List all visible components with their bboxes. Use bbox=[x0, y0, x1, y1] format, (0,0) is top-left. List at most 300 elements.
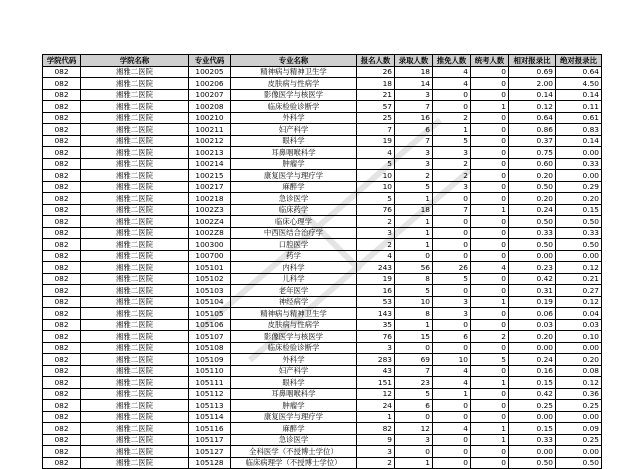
major-code-cell: 100205 bbox=[189, 66, 231, 78]
major-name-cell: 临床检验诊断学 bbox=[231, 342, 357, 354]
relative-ratio-cell: 0.20 bbox=[509, 331, 556, 343]
recommended-cell: 4 bbox=[433, 78, 471, 90]
major-code-cell: 1002Z8 bbox=[189, 227, 231, 239]
college-code-cell: 082 bbox=[43, 250, 81, 262]
major-name-cell: 内科学 bbox=[231, 262, 357, 274]
exam-admitted-cell: 0 bbox=[471, 250, 509, 262]
college-name-cell: 湘雅二医院 bbox=[81, 158, 189, 170]
applicants-cell: 1 bbox=[357, 411, 395, 423]
recommended-cell: 0 bbox=[433, 227, 471, 239]
major-name-cell: 眼科学 bbox=[231, 135, 357, 147]
major-code-cell: 105109 bbox=[189, 354, 231, 366]
relative-ratio-cell: 0.15 bbox=[509, 423, 556, 435]
absolute-ratio-cell: 0.50 bbox=[556, 216, 602, 228]
applicants-cell: 57 bbox=[357, 101, 395, 113]
college-code-cell: 082 bbox=[43, 331, 81, 343]
college-code-cell: 082 bbox=[43, 308, 81, 320]
exam-admitted-cell: 0 bbox=[471, 411, 509, 423]
admitted-cell: 1 bbox=[395, 457, 433, 469]
absolute-ratio-cell: 0.25 bbox=[556, 434, 602, 446]
major-name-cell: 临床病理学（不授博士学位） bbox=[231, 457, 357, 469]
major-name-cell: 全科医学（不授博士学位） bbox=[231, 446, 357, 458]
table-row bbox=[43, 285, 602, 297]
table-row bbox=[43, 273, 602, 285]
admitted-cell: 18 bbox=[395, 204, 433, 216]
relative-ratio-cell: 0.86 bbox=[509, 124, 556, 136]
major-name-cell: 影像医学与核医学 bbox=[231, 331, 357, 343]
exam-admitted-cell: 1 bbox=[471, 434, 509, 446]
major-name-cell: 临床心理学 bbox=[231, 216, 357, 228]
table-row bbox=[43, 66, 602, 78]
admitted-cell: 0 bbox=[395, 250, 433, 262]
college-code-cell: 082 bbox=[43, 365, 81, 377]
exam-admitted-cell: 0 bbox=[471, 66, 509, 78]
college-name-cell: 湘雅二医院 bbox=[81, 239, 189, 251]
applicants-cell: 7 bbox=[357, 124, 395, 136]
header-row bbox=[43, 55, 602, 67]
major-name-cell: 肿瘤学 bbox=[231, 400, 357, 412]
major-code-cell: 100207 bbox=[189, 89, 231, 101]
college-name-cell: 湘雅二医院 bbox=[81, 319, 189, 331]
table-row bbox=[43, 331, 602, 343]
recommended-cell: 3 bbox=[433, 147, 471, 159]
absolute-ratio-cell: 0.50 bbox=[556, 239, 602, 251]
college-code-cell: 082 bbox=[43, 170, 81, 182]
exam-admitted-cell: 0 bbox=[471, 216, 509, 228]
college-name-cell: 湘雅二医院 bbox=[81, 101, 189, 113]
major-name-cell: 临床检验诊断学 bbox=[231, 101, 357, 113]
college-name-cell: 湘雅二医院 bbox=[81, 308, 189, 320]
college-name-cell: 湘雅二医院 bbox=[81, 89, 189, 101]
exam-admitted-cell: 1 bbox=[471, 204, 509, 216]
admitted-cell: 0 bbox=[395, 411, 433, 423]
applicants-cell: 18 bbox=[357, 78, 395, 90]
exam-admitted-cell: 0 bbox=[471, 170, 509, 182]
exam-admitted-cell: 0 bbox=[471, 147, 509, 159]
college-name-cell: 湘雅二医院 bbox=[81, 423, 189, 435]
college-code-cell: 082 bbox=[43, 423, 81, 435]
applicants-cell: 26 bbox=[357, 66, 395, 78]
applicants-cell: 16 bbox=[357, 285, 395, 297]
absolute-ratio-cell: 0.64 bbox=[556, 66, 602, 78]
college-name-cell: 湘雅二医院 bbox=[81, 296, 189, 308]
exam-admitted-cell: 0 bbox=[471, 342, 509, 354]
absolute-ratio-cell: 0.36 bbox=[556, 388, 602, 400]
major-code-cell: 100215 bbox=[189, 170, 231, 182]
college-code-cell: 082 bbox=[43, 181, 81, 193]
recommended-cell: 0 bbox=[433, 411, 471, 423]
college-code-cell: 082 bbox=[43, 342, 81, 354]
college-code-cell: 082 bbox=[43, 285, 81, 297]
applicants-cell: 2 bbox=[357, 457, 395, 469]
absolute-ratio-cell: 0.21 bbox=[556, 273, 602, 285]
absolute-ratio-cell: 0.25 bbox=[556, 400, 602, 412]
exam-admitted-cell: 1 bbox=[471, 377, 509, 389]
college-name-cell: 湘雅二医院 bbox=[81, 388, 189, 400]
absolute-ratio-cell: 0.14 bbox=[556, 89, 602, 101]
major-name-cell: 肿瘤学 bbox=[231, 158, 357, 170]
admitted-cell: 3 bbox=[395, 434, 433, 446]
college-code-cell: 082 bbox=[43, 66, 81, 78]
table-row bbox=[43, 446, 602, 458]
major-code-cell: 100208 bbox=[189, 101, 231, 113]
applicants-cell: 3 bbox=[357, 446, 395, 458]
exam-admitted-cell: 0 bbox=[471, 181, 509, 193]
admission-table bbox=[42, 54, 602, 469]
table-row bbox=[43, 112, 602, 124]
relative-ratio-cell: 0.50 bbox=[509, 239, 556, 251]
col-header-college-name: 学院名称 bbox=[81, 55, 189, 67]
major-code-cell: 105103 bbox=[189, 285, 231, 297]
major-code-cell: 100217 bbox=[189, 181, 231, 193]
relative-ratio-cell: 0.14 bbox=[509, 89, 556, 101]
admitted-cell: 1 bbox=[395, 216, 433, 228]
relative-ratio-cell: 0.12 bbox=[509, 101, 556, 113]
applicants-cell: 12 bbox=[357, 388, 395, 400]
col-header-admitted: 录取人数 bbox=[395, 55, 433, 67]
major-name-cell: 急诊医学 bbox=[231, 193, 357, 205]
relative-ratio-cell: 0.00 bbox=[509, 446, 556, 458]
absolute-ratio-cell: 0.27 bbox=[556, 285, 602, 297]
admitted-cell: 7 bbox=[395, 365, 433, 377]
relative-ratio-cell: 0.15 bbox=[509, 377, 556, 389]
applicants-cell: 82 bbox=[357, 423, 395, 435]
table-row bbox=[43, 158, 602, 170]
college-code-cell: 082 bbox=[43, 400, 81, 412]
major-name-cell: 精神病与精神卫生学 bbox=[231, 66, 357, 78]
college-name-cell: 湘雅二医院 bbox=[81, 411, 189, 423]
recommended-cell: 4 bbox=[433, 365, 471, 377]
applicants-cell: 21 bbox=[357, 89, 395, 101]
major-code-cell: 105105 bbox=[189, 308, 231, 320]
table-row bbox=[43, 135, 602, 147]
recommended-cell: 2 bbox=[433, 112, 471, 124]
applicants-cell: 76 bbox=[357, 331, 395, 343]
exam-admitted-cell: 0 bbox=[471, 400, 509, 412]
major-code-cell: 100210 bbox=[189, 112, 231, 124]
applicants-cell: 53 bbox=[357, 296, 395, 308]
admitted-cell: 15 bbox=[395, 331, 433, 343]
college-name-cell: 湘雅二医院 bbox=[81, 227, 189, 239]
absolute-ratio-cell: 0.33 bbox=[556, 227, 602, 239]
college-name-cell: 湘雅二医院 bbox=[81, 147, 189, 159]
table-row bbox=[43, 400, 602, 412]
exam-admitted-cell: 0 bbox=[471, 285, 509, 297]
college-name-cell: 湘雅二医院 bbox=[81, 262, 189, 274]
recommended-cell: 3 bbox=[433, 181, 471, 193]
col-header-applicants: 报名人数 bbox=[357, 55, 395, 67]
college-code-cell: 082 bbox=[43, 89, 81, 101]
college-name-cell: 湘雅二医院 bbox=[81, 331, 189, 343]
recommended-cell: 0 bbox=[433, 285, 471, 297]
major-code-cell: 100213 bbox=[189, 147, 231, 159]
applicants-cell: 4 bbox=[357, 250, 395, 262]
applicants-cell: 19 bbox=[357, 273, 395, 285]
recommended-cell: 4 bbox=[433, 66, 471, 78]
applicants-cell: 3 bbox=[357, 227, 395, 239]
relative-ratio-cell: 0.19 bbox=[509, 296, 556, 308]
exam-admitted-cell: 0 bbox=[471, 89, 509, 101]
college-name-cell: 湘雅二医院 bbox=[81, 377, 189, 389]
recommended-cell: 7 bbox=[433, 204, 471, 216]
relative-ratio-cell: 0.24 bbox=[509, 204, 556, 216]
major-code-cell: 105108 bbox=[189, 342, 231, 354]
absolute-ratio-cell: 0.20 bbox=[556, 354, 602, 366]
exam-admitted-cell: 1 bbox=[471, 296, 509, 308]
recommended-cell: 1 bbox=[433, 124, 471, 136]
applicants-cell: 3 bbox=[357, 342, 395, 354]
absolute-ratio-cell: 0.10 bbox=[556, 331, 602, 343]
major-code-cell: 105102 bbox=[189, 273, 231, 285]
college-name-cell: 湘雅二医院 bbox=[81, 193, 189, 205]
admitted-cell: 6 bbox=[395, 400, 433, 412]
applicants-cell: 2 bbox=[357, 239, 395, 251]
major-name-cell: 麻醉学 bbox=[231, 181, 357, 193]
major-name-cell: 康复医学与理疗学 bbox=[231, 411, 357, 423]
table-row bbox=[43, 216, 602, 228]
table-row bbox=[43, 377, 602, 389]
relative-ratio-cell: 0.16 bbox=[509, 365, 556, 377]
exam-admitted-cell: 0 bbox=[471, 112, 509, 124]
major-name-cell: 妇产科学 bbox=[231, 124, 357, 136]
exam-admitted-cell: 0 bbox=[471, 446, 509, 458]
major-name-cell: 外科学 bbox=[231, 354, 357, 366]
major-name-cell: 神经病学 bbox=[231, 296, 357, 308]
table-row bbox=[43, 388, 602, 400]
major-name-cell: 皮肤病与性病学 bbox=[231, 78, 357, 90]
table-row bbox=[43, 308, 602, 320]
recommended-cell: 0 bbox=[433, 250, 471, 262]
col-header-absolute-ratio: 绝对报录比 bbox=[556, 55, 602, 67]
college-code-cell: 082 bbox=[43, 78, 81, 90]
absolute-ratio-cell: 0.61 bbox=[556, 112, 602, 124]
relative-ratio-cell: 0.31 bbox=[509, 285, 556, 297]
recommended-cell: 2 bbox=[433, 158, 471, 170]
relative-ratio-cell: 0.03 bbox=[509, 319, 556, 331]
admitted-cell: 8 bbox=[395, 308, 433, 320]
recommended-cell: 0 bbox=[433, 434, 471, 446]
major-code-cell: 1002Z4 bbox=[189, 216, 231, 228]
recommended-cell: 3 bbox=[433, 296, 471, 308]
exam-admitted-cell: 0 bbox=[471, 227, 509, 239]
table-row bbox=[43, 124, 602, 136]
table-row bbox=[43, 181, 602, 193]
major-code-cell: 105111 bbox=[189, 377, 231, 389]
table-row bbox=[43, 227, 602, 239]
major-code-cell: 100214 bbox=[189, 158, 231, 170]
college-name-cell: 湘雅二医院 bbox=[81, 250, 189, 262]
absolute-ratio-cell: 0.08 bbox=[556, 365, 602, 377]
absolute-ratio-cell: 0.00 bbox=[556, 147, 602, 159]
major-name-cell: 中西医结合治疗学 bbox=[231, 227, 357, 239]
admitted-cell: 23 bbox=[395, 377, 433, 389]
major-code-cell: 105107 bbox=[189, 331, 231, 343]
relative-ratio-cell: 0.50 bbox=[509, 216, 556, 228]
college-code-cell: 082 bbox=[43, 354, 81, 366]
absolute-ratio-cell: 0.04 bbox=[556, 308, 602, 320]
college-name-cell: 湘雅二医院 bbox=[81, 181, 189, 193]
admitted-cell: 7 bbox=[395, 101, 433, 113]
table-row bbox=[43, 101, 602, 113]
table-row bbox=[43, 319, 602, 331]
exam-admitted-cell: 0 bbox=[471, 319, 509, 331]
major-code-cell: 105110 bbox=[189, 365, 231, 377]
admitted-cell: 5 bbox=[395, 388, 433, 400]
recommended-cell: 4 bbox=[433, 423, 471, 435]
college-code-cell: 082 bbox=[43, 411, 81, 423]
college-name-cell: 湘雅二医院 bbox=[81, 135, 189, 147]
college-code-cell: 082 bbox=[43, 239, 81, 251]
table-row bbox=[43, 296, 602, 308]
exam-admitted-cell: 0 bbox=[471, 124, 509, 136]
recommended-cell: 2 bbox=[433, 170, 471, 182]
col-header-major-name: 专业名称 bbox=[231, 55, 357, 67]
major-name-cell: 康复医学与理疗学 bbox=[231, 170, 357, 182]
college-name-cell: 湘雅二医院 bbox=[81, 216, 189, 228]
absolute-ratio-cell: 0.00 bbox=[556, 170, 602, 182]
college-name-cell: 湘雅二医院 bbox=[81, 273, 189, 285]
college-name-cell: 湘雅二医院 bbox=[81, 400, 189, 412]
major-code-cell: 100218 bbox=[189, 193, 231, 205]
major-name-cell: 临床药学 bbox=[231, 204, 357, 216]
exam-admitted-cell: 2 bbox=[471, 331, 509, 343]
college-code-cell: 082 bbox=[43, 377, 81, 389]
admitted-cell: 3 bbox=[395, 89, 433, 101]
major-name-cell: 老年医学 bbox=[231, 285, 357, 297]
absolute-ratio-cell: 0.11 bbox=[556, 101, 602, 113]
table-row bbox=[43, 204, 602, 216]
major-code-cell: 100212 bbox=[189, 135, 231, 147]
relative-ratio-cell: 0.60 bbox=[509, 158, 556, 170]
absolute-ratio-cell: 0.12 bbox=[556, 262, 602, 274]
exam-admitted-cell: 0 bbox=[471, 193, 509, 205]
table-row bbox=[43, 262, 602, 274]
college-code-cell: 082 bbox=[43, 273, 81, 285]
major-name-cell: 药学 bbox=[231, 250, 357, 262]
relative-ratio-cell: 0.42 bbox=[509, 388, 556, 400]
major-code-cell: 105117 bbox=[189, 434, 231, 446]
recommended-cell: 0 bbox=[433, 319, 471, 331]
table-row bbox=[43, 457, 602, 469]
college-name-cell: 湘雅二医院 bbox=[81, 204, 189, 216]
college-name-cell: 湘雅二医院 bbox=[81, 354, 189, 366]
exam-admitted-cell: 0 bbox=[471, 365, 509, 377]
absolute-ratio-cell: 0.14 bbox=[556, 135, 602, 147]
applicants-cell: 151 bbox=[357, 377, 395, 389]
absolute-ratio-cell: 0.12 bbox=[556, 296, 602, 308]
major-name-cell: 外科学 bbox=[231, 112, 357, 124]
admitted-cell: 5 bbox=[395, 181, 433, 193]
recommended-cell: 6 bbox=[433, 331, 471, 343]
college-code-cell: 082 bbox=[43, 434, 81, 446]
major-code-cell: 105127 bbox=[189, 446, 231, 458]
admitted-cell: 16 bbox=[395, 112, 433, 124]
recommended-cell: 0 bbox=[433, 342, 471, 354]
relative-ratio-cell: 0.75 bbox=[509, 147, 556, 159]
applicants-cell: 2 bbox=[357, 216, 395, 228]
major-code-cell: 100700 bbox=[189, 250, 231, 262]
admitted-cell: 5 bbox=[395, 285, 433, 297]
relative-ratio-cell: 0.69 bbox=[509, 66, 556, 78]
relative-ratio-cell: 0.20 bbox=[509, 193, 556, 205]
applicants-cell: 143 bbox=[357, 308, 395, 320]
relative-ratio-cell: 0.06 bbox=[509, 308, 556, 320]
table-row bbox=[43, 239, 602, 251]
recommended-cell: 26 bbox=[433, 262, 471, 274]
exam-admitted-cell: 0 bbox=[471, 273, 509, 285]
major-code-cell: 100300 bbox=[189, 239, 231, 251]
college-code-cell: 082 bbox=[43, 446, 81, 458]
absolute-ratio-cell: 0.15 bbox=[556, 204, 602, 216]
college-code-cell: 082 bbox=[43, 147, 81, 159]
exam-admitted-cell: 0 bbox=[471, 239, 509, 251]
applicants-cell: 76 bbox=[357, 204, 395, 216]
applicants-cell: 25 bbox=[357, 112, 395, 124]
major-name-cell: 口腔医学 bbox=[231, 239, 357, 251]
admitted-cell: 56 bbox=[395, 262, 433, 274]
table-row bbox=[43, 147, 602, 159]
major-name-cell: 眼科学 bbox=[231, 377, 357, 389]
recommended-cell: 0 bbox=[433, 239, 471, 251]
college-name-cell: 湘雅二医院 bbox=[81, 342, 189, 354]
absolute-ratio-cell: 0.12 bbox=[556, 377, 602, 389]
admitted-cell: 1 bbox=[395, 319, 433, 331]
col-header-exam-admitted: 统考人数 bbox=[471, 55, 509, 67]
admitted-cell: 6 bbox=[395, 124, 433, 136]
major-code-cell: 1002Z3 bbox=[189, 204, 231, 216]
absolute-ratio-cell: 0.00 bbox=[556, 446, 602, 458]
relative-ratio-cell: 0.64 bbox=[509, 112, 556, 124]
college-code-cell: 082 bbox=[43, 193, 81, 205]
exam-admitted-cell: 0 bbox=[471, 457, 509, 469]
table-row bbox=[43, 354, 602, 366]
exam-admitted-cell: 0 bbox=[471, 135, 509, 147]
admitted-cell: 2 bbox=[395, 170, 433, 182]
relative-ratio-cell: 0.50 bbox=[509, 181, 556, 193]
absolute-ratio-cell: 0.33 bbox=[556, 158, 602, 170]
relative-ratio-cell: 0.20 bbox=[509, 170, 556, 182]
major-code-cell: 105104 bbox=[189, 296, 231, 308]
recommended-cell: 10 bbox=[433, 354, 471, 366]
exam-admitted-cell: 0 bbox=[471, 308, 509, 320]
admitted-cell: 3 bbox=[395, 147, 433, 159]
col-header-recommended: 推免人数 bbox=[433, 55, 471, 67]
col-header-relative-ratio: 相对报录比 bbox=[509, 55, 556, 67]
relative-ratio-cell: 2.00 bbox=[509, 78, 556, 90]
college-code-cell: 082 bbox=[43, 158, 81, 170]
recommended-cell: 0 bbox=[433, 446, 471, 458]
admitted-cell: 0 bbox=[395, 342, 433, 354]
admitted-cell: 69 bbox=[395, 354, 433, 366]
table-row bbox=[43, 423, 602, 435]
admitted-cell: 14 bbox=[395, 78, 433, 90]
college-code-cell: 082 bbox=[43, 388, 81, 400]
relative-ratio-cell: 0.33 bbox=[509, 227, 556, 239]
major-name-cell: 急诊医学 bbox=[231, 434, 357, 446]
major-code-cell: 105112 bbox=[189, 388, 231, 400]
major-code-cell: 100211 bbox=[189, 124, 231, 136]
admitted-cell: 7 bbox=[395, 135, 433, 147]
recommended-cell: 0 bbox=[433, 457, 471, 469]
admitted-cell: 3 bbox=[395, 158, 433, 170]
absolute-ratio-cell: 0.50 bbox=[556, 457, 602, 469]
absolute-ratio-cell: 0.03 bbox=[556, 319, 602, 331]
relative-ratio-cell: 0.25 bbox=[509, 400, 556, 412]
applicants-cell: 243 bbox=[357, 262, 395, 274]
major-name-cell: 影像医学与核医学 bbox=[231, 89, 357, 101]
college-name-cell: 湘雅二医院 bbox=[81, 446, 189, 458]
college-code-cell: 082 bbox=[43, 227, 81, 239]
